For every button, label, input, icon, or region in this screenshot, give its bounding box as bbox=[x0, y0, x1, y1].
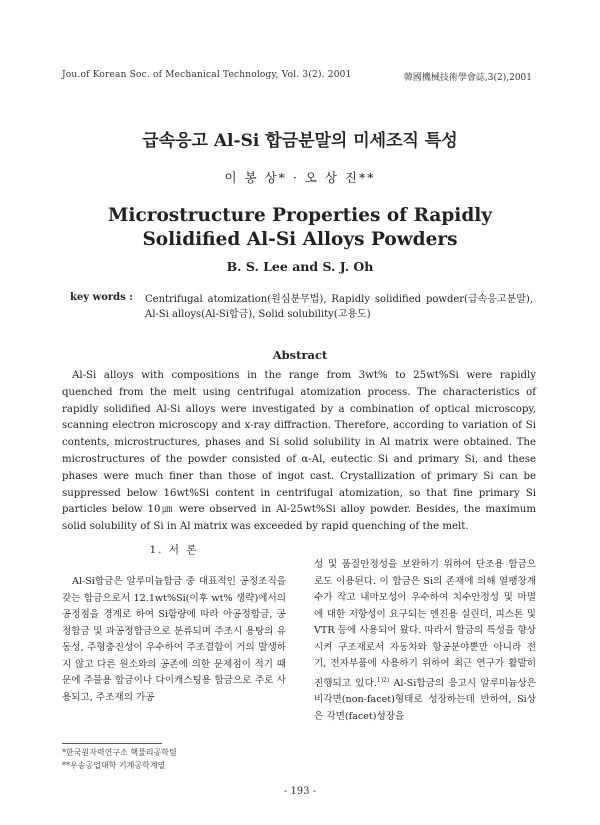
footnote-rule bbox=[62, 743, 162, 744]
authors-english: B. S. Lee and S. J. Oh bbox=[226, 259, 374, 274]
citation-superscript: 1)2) bbox=[376, 676, 390, 684]
authors-korean: 이 봉 상* · 오 상 진** bbox=[224, 170, 376, 185]
footnote-2: **우송공업대학 기계공학계열 bbox=[62, 761, 166, 770]
intro-left-column: Al-Si합금은 알루미늄합금 중 대표적인 공정조직을 갖는 합금으로서 12.1wt%Si(이후 wt% 생략)에서의 공정점을 경계로 하여 Si함량에 따라 아공정합금, 공정합금 및 과공정합금으로 분류되며 주조시 용탕의 유동성, 주형충진성이 우수하여 주조결함이 거의 발생하지 않고 다른 원소와의 공존에 의한 문제점이 적기 때문에 주물용 합금이나 다이캐스팅용 합금으로 주로 사용되고, 주조재의 가공 bbox=[62, 576, 286, 703]
keywords-text: Centrifugal atomization(원심분무법), Rapidly solidified powder(급속응고분말), Al-Si alloys(Al-Si합금), Solid solubility(고용도) bbox=[145, 294, 533, 320]
page-number: - 193 - bbox=[283, 786, 317, 797]
footnote-1: *한국원자력연구소 핵물리공학팀 bbox=[62, 748, 177, 757]
section-heading-introduction: 1. 서 론 bbox=[149, 544, 199, 556]
title-english: Microstructure Properties of Rapidly Solidified Al-Si Alloys Powders bbox=[107, 205, 493, 250]
intro-right-text-2: Al-Si합금의 응고시 알루미늄상은 비각면(non-facet)형태로 성장하는데 반하여, Si상은 각면(facet)성장을 bbox=[314, 677, 536, 722]
abstract-body: Al-Si alloys with compositions in the range from 3wt% to 25wt%Si were rapidly quenched from the melt using centrifugal atomization process. The characteristics of rapidly solidified Al-Si alloys were investigated by a combination of optical microscopy, scanning electron microscopy and x-ray diffraction. Therefore, according to variation of Si contents, microstructures, phases and Si solid solubility in Al matrix were obtained. The microstructures of the powder consisted of α-Al, eutectic Si and primary Si, and these phases were much finer than those of ingot cast. Crystallization of primary Si can be suppressed below 16wt%Si content in centrifugal atomization, so that fine primary Si particles below 10㎛ were observed in Al-25wt%Si alloy powder. Besides, the maximum solid solubility of Si in Al matrix was exceeded by rapid quenching of the melt. bbox=[62, 370, 536, 533]
abstract-heading: Abstract bbox=[272, 348, 328, 362]
journal-header-ko: 韓國機械技術學會誌,3(2),2001 bbox=[403, 73, 532, 83]
intro-right-column bbox=[314, 557, 536, 725]
journal-header-en: Jou.of Korean Soc. of Mechanical Technology, Vol. 3(2). 2001 bbox=[62, 70, 352, 80]
keywords-label: key words : bbox=[70, 292, 133, 303]
title-korean: 급속응고 Al-Si 합금분말의 미세조직 특성 bbox=[142, 131, 458, 151]
intro-right-text: 성 및 품질안정성을 보완하기 위하여 단조용 합금으로도 이용된다. 이 합금은 Si의 존재에 의해 열팽창계수가 작고 내마모성이 우수하여 치수안정성 및 마멸에 대한 저항성이 요구되는 엔진용 실린더, 피스톤 및 VTR 등에 사용되어 왔다. 따라서 합금의 특성을 향상시켜 구조재로서 자동차와 항공분야뿐만 아니라 전기, 전자부품에 사용하기 위하여 최근 연구가 활발히 진행되고 있다. bbox=[314, 559, 536, 689]
